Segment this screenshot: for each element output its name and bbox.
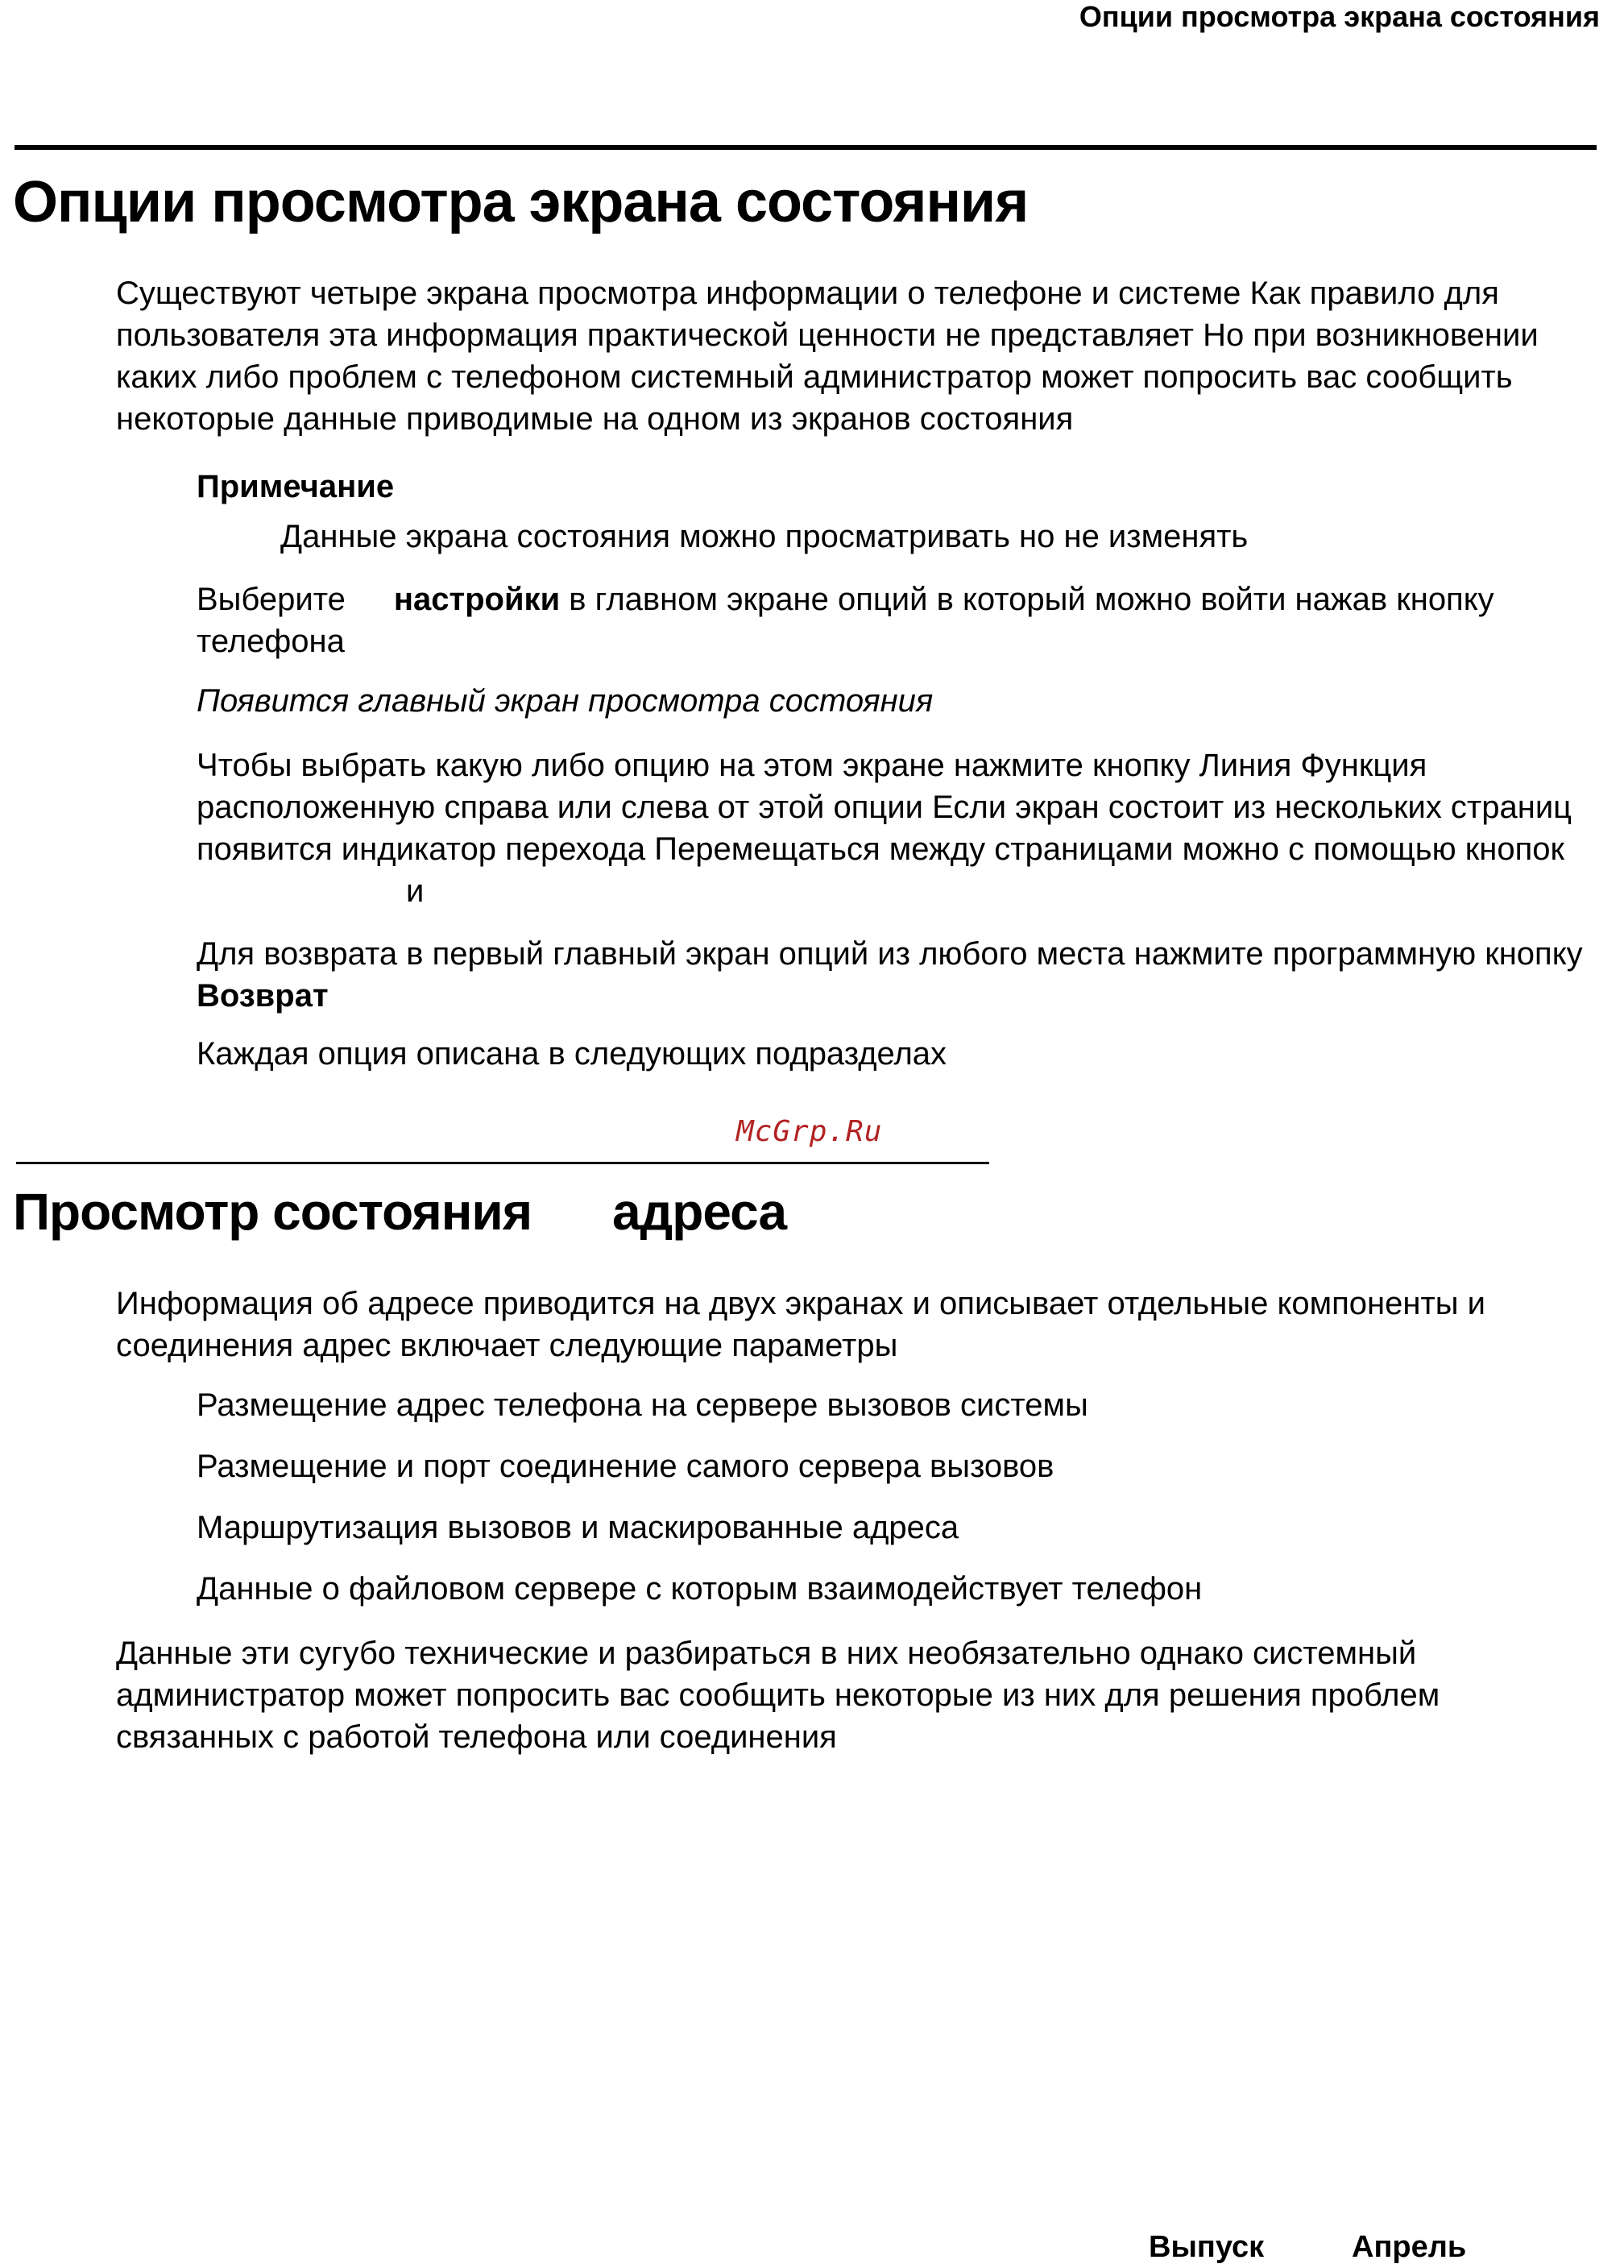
section2-title-part2: адреса <box>612 1183 787 1241</box>
intro-paragraph: Существуют четыре экрана просмотра информации о телефоне и системе Как правило для пользователя эта информация практической ценности не представляет Но при возникновении каких либо проблем с телефоном системный администратор может попросить вас сообщить некоторые данные приводимые на одном из экранов состояния <box>116 276 1539 437</box>
top-divider <box>14 145 1597 150</box>
section-title: Опции просмотра экрана состояния <box>13 170 1029 234</box>
step1-bold <box>394 582 560 617</box>
section2-title <box>13 1182 786 1242</box>
step2-and: и <box>406 873 425 909</box>
footer-release: Выпуск <box>1149 2230 1265 2264</box>
list-item: Данные о файловом сервере с которым взаимодействует телефон <box>197 1571 1203 1607</box>
step1-result: Появится главный экран просмотра состояния <box>197 683 934 719</box>
step-return <box>197 933 1614 1017</box>
step1-after: в главном экране опций в который можно войти нажав кнопку телефона <box>197 582 1494 659</box>
step3-text: Для возврата в первый главный экран опций из любого места нажмите программную кнопку <box>197 936 1583 972</box>
section2-intro: Информация об адресе приводится на двух экранах и описывает отдельные компоненты и соединения адрес включает следующие параметры <box>116 1286 1485 1363</box>
list-item: Маршрутизация вызовов и маскированные адреса <box>197 1510 959 1545</box>
section-divider <box>16 1162 989 1164</box>
step-select-option <box>197 744 1614 912</box>
note-text: Данные экрана состояния можно просматривать но не изменять <box>280 519 1249 554</box>
section2-closing: Данные эти сугубо технические и разбираться в них необязательно однако системный администратор может попросить вас сообщить некоторые из них для решения проблем связанных с работой телефона или соединения <box>116 1636 1440 1755</box>
step1-text: Выберите <box>197 582 346 617</box>
running-header: Опции просмотра экрана состояния <box>1079 0 1600 33</box>
list-item: Размещение и порт соединение самого сервера вызовов <box>197 1449 1054 1484</box>
watermark: McGrp.Ru <box>736 1115 883 1148</box>
note-label: Примечание <box>197 469 395 504</box>
settings-term: настройки <box>393 582 561 617</box>
section2-title-part1: Просмотр состояния <box>13 1183 532 1241</box>
footer-date: Апрель <box>1352 2230 1467 2264</box>
step-select-settings <box>197 578 1614 662</box>
list-item: Размещение адрес телефона на сервере вызовов системы <box>197 1387 1088 1423</box>
step-subsections: Каждая опция описана в следующих подразделах <box>197 1036 947 1072</box>
back-softkey-term: Возврат <box>197 978 329 1014</box>
step2-text: Чтобы выбрать какую либо опцию на этом экране нажмите кнопку Линия Функция расположенную справа или слева от этой опции Если экран состоит из нескольких страниц появится индикатор перехода Перемещаться между страницами можно с помощью кнопок <box>197 748 1572 867</box>
